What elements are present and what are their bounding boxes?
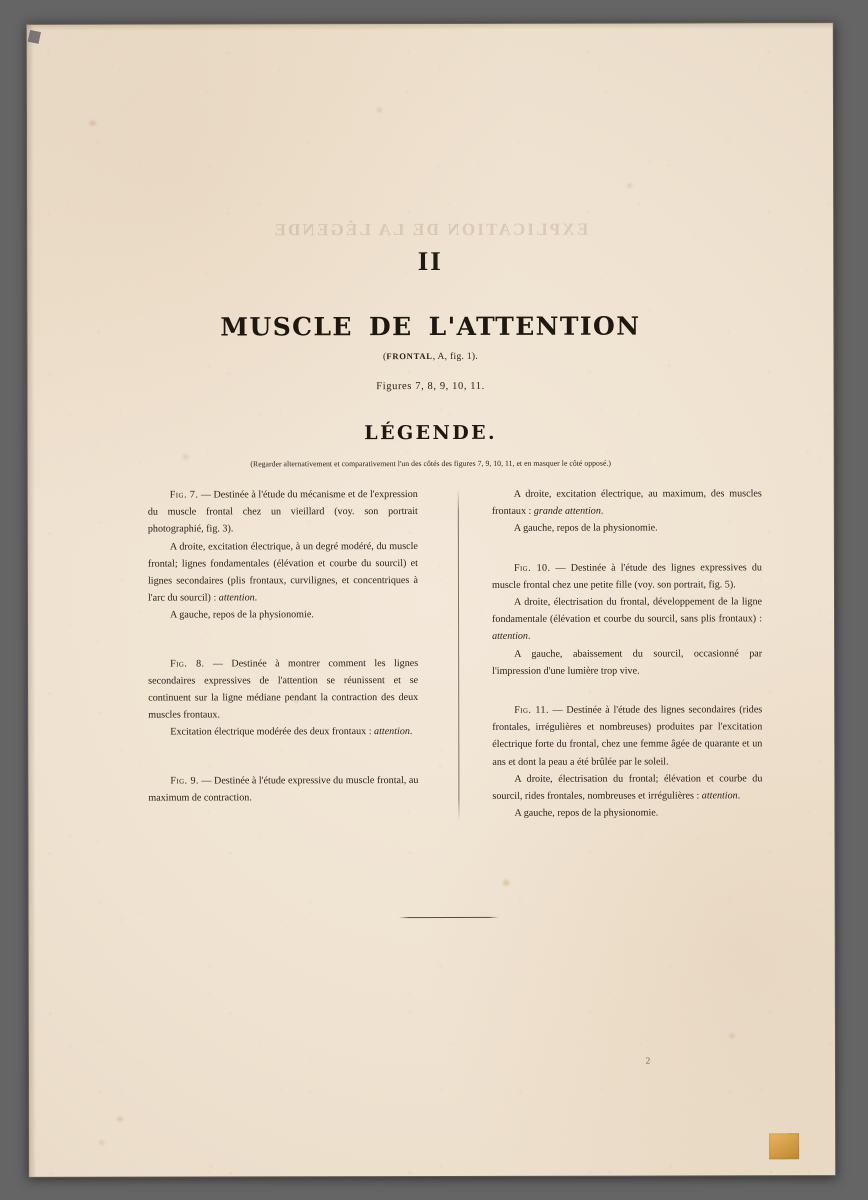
page-top-edge — [27, 23, 833, 31]
emphasis-grande-attention: grande attention — [533, 505, 601, 517]
foxing-spot — [89, 121, 96, 126]
legend-entry-lead — [466, 701, 762, 770]
legend-entry-fig11 — [466, 701, 762, 822]
figure-dash: — — [550, 562, 571, 574]
legend-paragraph-text: Excitation électrique modérée des deux frontaux : attention. — [170, 726, 413, 738]
subtitle-muscle-name: FRONTAL — [386, 350, 433, 362]
entry-spacer — [122, 635, 418, 656]
emphasis-attention: attention — [374, 726, 410, 738]
subtitle-open-paren: ( — [382, 352, 387, 363]
legend-paragraph-text: A droite, excitation électrique, au maximum, des muscles frontaux : grande attention. — [491, 488, 762, 518]
figure-label: Fig. 10. — [513, 562, 551, 574]
figure-label: Fig. 8. — [170, 658, 205, 670]
legend-paragraph-text: A droite, excitation électrique, à un degré modéré, du muscle frontal; lignes fondamentales (élévation et courbe du sourcil) et lignes secondaires (plis frontaux, curvilignes, et concentriques à l'arc du sourcil) : attention. — [147, 540, 418, 604]
page-folio — [29, 1055, 835, 1067]
figure-label: Fig. 7. — [169, 489, 199, 501]
figure-dash: — — [198, 775, 215, 787]
legend-entry-fig7 — [122, 486, 418, 624]
legend-instruction-note: (Regarder alternativement et comparativement l'un des côtés des figures 7, 9, 10, 11, et en masquer le côté opposé.) — [250, 458, 612, 469]
legend-column-left — [122, 486, 419, 807]
chapter-number: II — [417, 245, 443, 277]
subtitle-reference — [27, 350, 833, 363]
legend-lead-text: Destinée à l'étude du mécanisme et de l'expression du muscle frontal chez un vieillard (voy. son portrait photographié, fig. 3). — [147, 489, 418, 535]
legend-column-right — [466, 485, 763, 822]
legend-paragraph — [466, 593, 762, 645]
legend-paragraph — [466, 485, 762, 520]
verso-showthrough-text: EXPLICATION DE LA LÉGENDE — [272, 219, 589, 240]
legend-entry-lead — [122, 486, 418, 538]
legend-paragraph-text: A droite, électrisation du frontal, développement de la ligne fondamentale (élévation et courbe du sourcil, sans plis frontaux) : attention. — [492, 596, 763, 643]
foxing-spot — [377, 108, 382, 112]
legend-lead-text: Destinée à l'étude des lignes secondaires (rides frontales, irrégulières et nombreuses) produites par l'excitation électrique forte du frontal, chez une femme âgée de quarante et un ans et dont la peau a été brûlée par le soleil. — [492, 704, 763, 768]
page-title: MUSCLE DE L'ATTENTION — [220, 311, 641, 342]
legend-paragraph: A gauche, repos de la physionomie. — [170, 609, 314, 621]
emphasis-attention: attention — [701, 790, 738, 802]
figure-list-line: Figures 7, 8, 9, 10, 11. — [376, 380, 485, 393]
legend-entry-lead — [122, 655, 418, 724]
column-divider-rule — [458, 489, 460, 821]
legend-entry-fig9 — [122, 772, 418, 807]
legend-heading: LÉGENDE. — [364, 421, 498, 445]
legend-entry-lead — [466, 559, 762, 594]
legend-columns — [122, 485, 763, 820]
figure-dash: — — [204, 658, 232, 670]
adhesive-tab — [769, 1133, 799, 1159]
legend-entry-fig8 — [122, 655, 418, 742]
legend-lead-text: Destinée à montrer comment les lignes secondaires expressives de l'attention se réunissent et se continuent sur la ligne médiane pendant la contraction des deux muscles frontaux. — [148, 657, 419, 721]
legend-paragraph: A gauche, repos de la physionomie. — [513, 522, 658, 535]
legend-paragraph — [466, 770, 762, 805]
figure-dash: — — [198, 489, 214, 501]
legend-lead-text: Destinée à l'étude des lignes expressives du muscle frontal chez une petite fille (voy. son portrait, fig. 5). — [491, 561, 762, 591]
figure-label: Fig. 11. — [514, 704, 549, 716]
page-left-edge — [27, 25, 36, 1177]
entry-spacer — [466, 548, 762, 560]
figure-dash: — — [548, 704, 567, 716]
foxing-spot — [729, 1033, 735, 1038]
legend-paragraph — [122, 723, 418, 741]
bottom-horizontal-rule — [399, 917, 499, 918]
page-number: 2 — [645, 1055, 651, 1066]
page-corner-nick — [28, 30, 41, 44]
foxing-spot — [503, 880, 510, 886]
foxing-spot — [117, 1117, 123, 1122]
legend-entry-fig10 — [466, 559, 762, 680]
legend-lead-text: Destinée à l'étude expressive du muscle frontal, au maximum de contraction. — [148, 774, 419, 804]
subtitle-rest: , A, fig. 1). — [432, 351, 479, 362]
foxing-spot — [627, 184, 632, 188]
legend-entry-lead — [122, 772, 418, 807]
emphasis-attention: attention — [492, 631, 528, 643]
foxing-spot — [99, 1141, 104, 1145]
figure-label: Fig. 9. — [170, 775, 199, 787]
legend-paragraph: A gauche, repos de la physionomie. — [514, 807, 659, 820]
legend-paragraph — [122, 538, 418, 607]
emphasis-attention: attention — [218, 592, 255, 604]
entry-spacer — [466, 690, 762, 702]
legend-paragraph: A gauche, abaissement du sourcil, occasionné par l'impression d'une lumière trop vive. — [492, 647, 763, 677]
document-page — [27, 23, 835, 1177]
legend-entry-fig9-continuation — [466, 485, 762, 537]
entry-spacer — [122, 752, 418, 773]
legend-paragraph-text: A droite, électrisation du frontal; élévation et courbe du sourcil, rides frontales, nombreuses et irrégulières : attention. — [492, 773, 763, 802]
